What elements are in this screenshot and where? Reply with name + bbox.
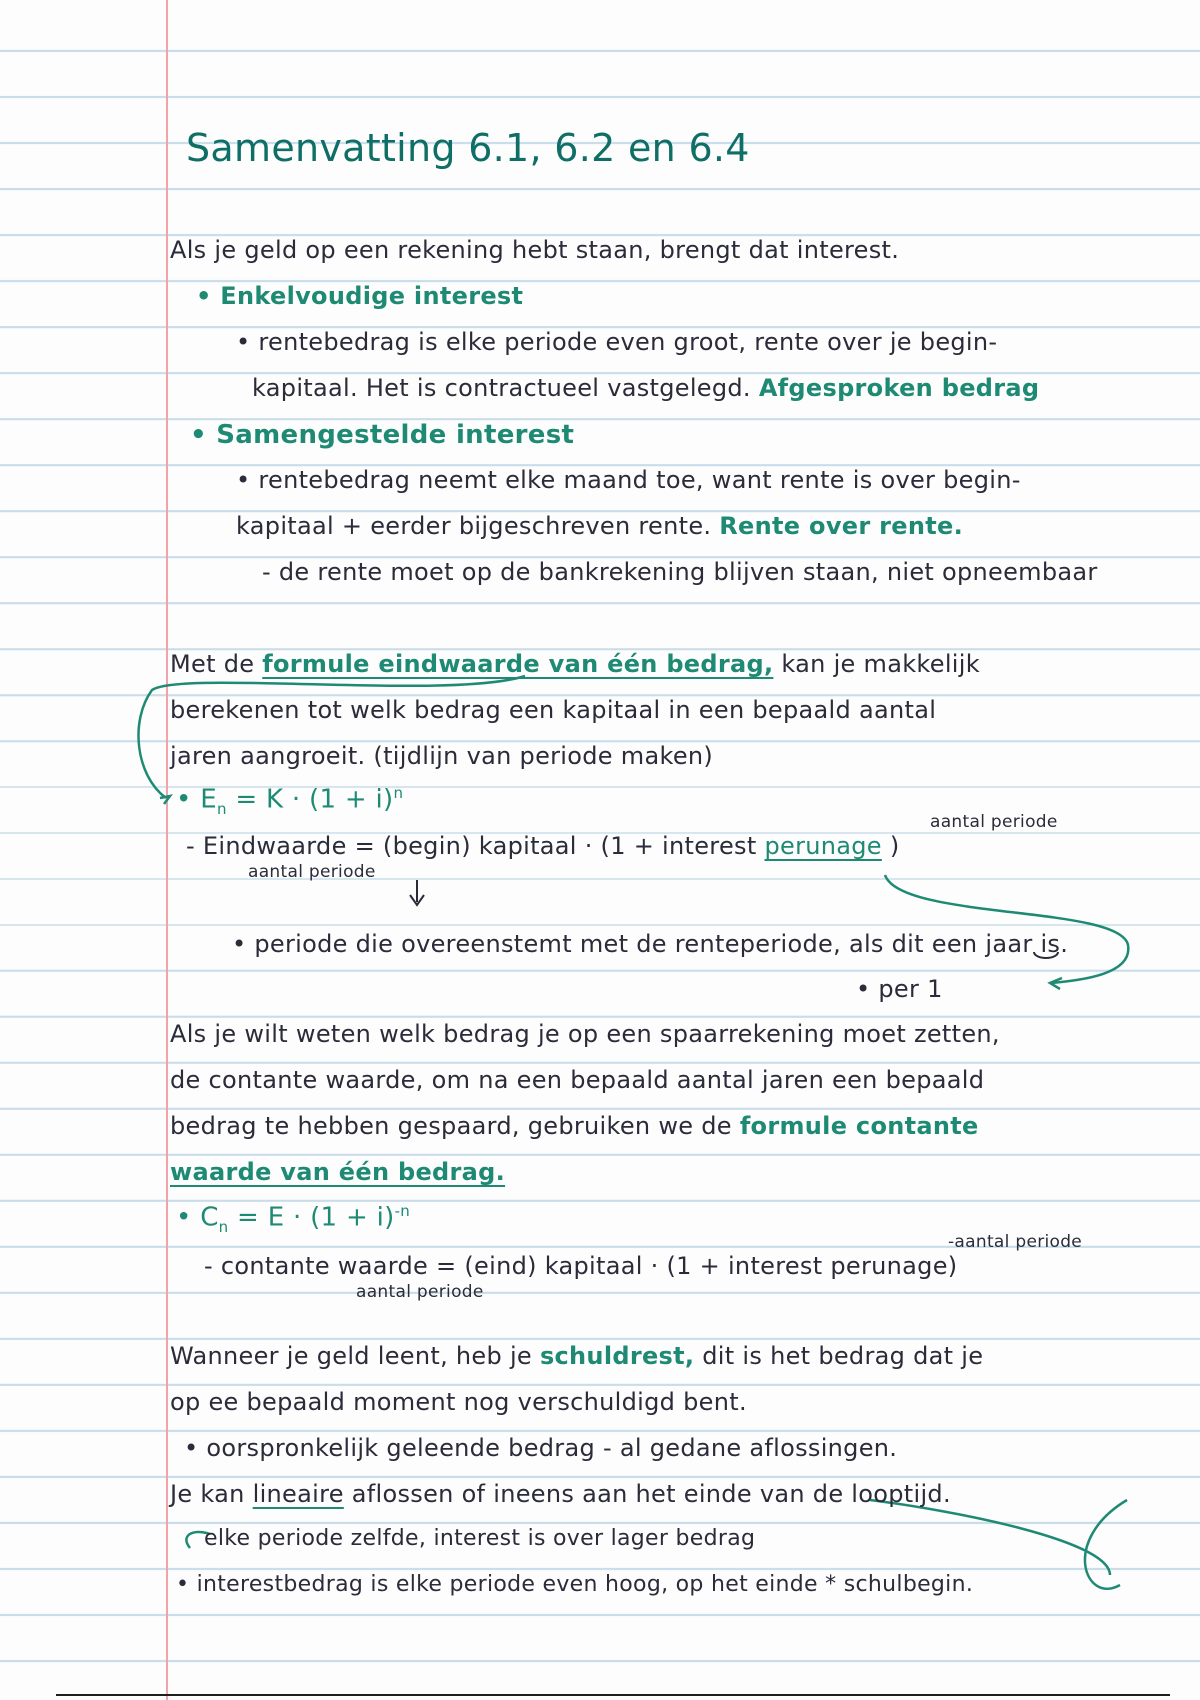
text-line-eerder-bijgeschreven [236, 512, 963, 540]
text-line-kapitaal [252, 374, 1039, 402]
text-segment: dit is het bedrag dat je [702, 1342, 984, 1370]
text-line-renteconst: • rentebedrag is elke periode even groot, rente over je begin- [236, 328, 998, 356]
highlight-schuldrest: schuldrest, [539, 1342, 695, 1370]
text-line-berekenen: berekenen tot welk bedrag een kapitaal in een bepaald aantal [170, 696, 937, 724]
text-line-verschuldigd: op ee bepaald moment nog verschuldigd bent. [170, 1388, 747, 1416]
text-line-per-1: • per 1 [856, 975, 943, 1003]
text-line-eindwaarde-woorden [186, 832, 899, 860]
text-line-formule-eindwaarde [170, 650, 980, 678]
formula-superscript-neg-n: -n [394, 1202, 411, 1220]
text-segment: kan je makkelijk [781, 650, 980, 678]
highlight-afgesproken: Afgesproken bedrag [758, 374, 1040, 402]
text-segment: - Eindwaarde = (begin) kapitaal · (1 + interest [186, 832, 757, 860]
text-segment: Met de [170, 650, 255, 678]
text-line-lineaire-aflossen [170, 1480, 951, 1508]
text-line-spaarrekening: Als je wilt weten welk bedrag je op een spaarrekening moet zetten, [170, 1020, 1000, 1048]
text-segment: kapitaal. Het is contractueel vastgelegd. [252, 374, 751, 402]
highlight-formule-contante: formule contante [739, 1112, 979, 1140]
text-line-contante-woorden: - contante waarde = (eind) kapitaal · (1 + interest perunage) [204, 1252, 958, 1280]
text-line-periode-overeenstemt: • periode die overeenstemt met de renteperiode, als dit een jaar is. [232, 930, 1069, 958]
text-segment: bedrag te hebben gespaard, gebruiken we de [170, 1112, 732, 1140]
formula-eindwaarde [176, 784, 403, 818]
note-aantal-periode-left-2: aantal periode [356, 1282, 484, 1302]
text-segment: ) [889, 832, 900, 860]
highlight-perunage: perunage [764, 832, 882, 860]
formula-rhs: = E · (1 + i) [237, 1202, 395, 1233]
text-line-niet-opneembaar: - de rente moet op de bankrekening blijven staan, niet opneembaar [262, 558, 1098, 586]
text-line-jaren-aangroeit: jaren aangroeit. (tijdlijn van periode maken) [170, 742, 714, 770]
text-line-interest-intro: Als je geld op een rekening hebt staan, brengt dat interest. [170, 236, 900, 264]
text-segment: Je kan [170, 1480, 245, 1508]
down-arrow-periode [410, 880, 424, 905]
text-line-interestbedrag: • interestbedrag is elke periode even hoog, op het einde * schulbegin. [176, 1572, 974, 1597]
text-line-elke-periode: elke periode zelfde, interest is over lager bedrag [204, 1526, 756, 1551]
highlight-waarde-een-bedrag: waarde van één bedrag. [170, 1158, 506, 1186]
text-line-rentebedrag-neemt: • rentebedrag neemt elke maand toe, want rente is over begin- [236, 466, 1021, 494]
bullet-samengestelde-interest: • Samengestelde interest [190, 420, 575, 450]
text-segment: aflossen of ineens aan het einde van de looptijd. [351, 1480, 951, 1508]
curved-arrow-per-1 [885, 875, 1128, 983]
text-line-oorspronkelijk: • oorspronkelijk geleende bedrag - al gedane aflossingen. [184, 1434, 898, 1462]
formula-subscript-n: n [216, 799, 227, 818]
bracket-arrowhead [160, 796, 170, 804]
note-aantal-periode-right: aantal periode [930, 812, 1058, 832]
highlight-rente-over-rente: Rente over rente. [719, 512, 963, 540]
bracket-arrow [138, 676, 525, 798]
formula-rhs: = K · (1 + i) [235, 784, 394, 815]
highlight-formule-eindwaarde: formule eindwaarde van één bedrag, [262, 650, 774, 678]
formula-superscript-n: n [393, 784, 404, 802]
bullet-enkelvoudige-interest: • Enkelvoudige interest [196, 282, 524, 310]
formula-c-n: • C [176, 1202, 219, 1233]
page-title: Samenvatting 6.1, 6.2 en 6.4 [186, 126, 750, 170]
text-segment: Wanneer je geld leent, heb je [170, 1342, 532, 1370]
note-aantal-periode-left: aantal periode [248, 862, 376, 882]
text-line-contante-waarde: de contante waarde, om na een bepaald aantal jaren een bepaald [170, 1066, 985, 1094]
formula-e-n: • E [176, 784, 217, 815]
formula-subscript-n: n [218, 1217, 229, 1236]
text-segment: kapitaal + eerder bijgeschreven rente. [236, 512, 712, 540]
text-line-geld-leent [170, 1342, 983, 1370]
formula-contante-waarde [176, 1202, 410, 1236]
note-aantal-periode-right-2: -aantal periode [948, 1232, 1083, 1252]
underline-lineaire: lineaire [252, 1480, 344, 1508]
text-line-gespaard [170, 1112, 979, 1140]
